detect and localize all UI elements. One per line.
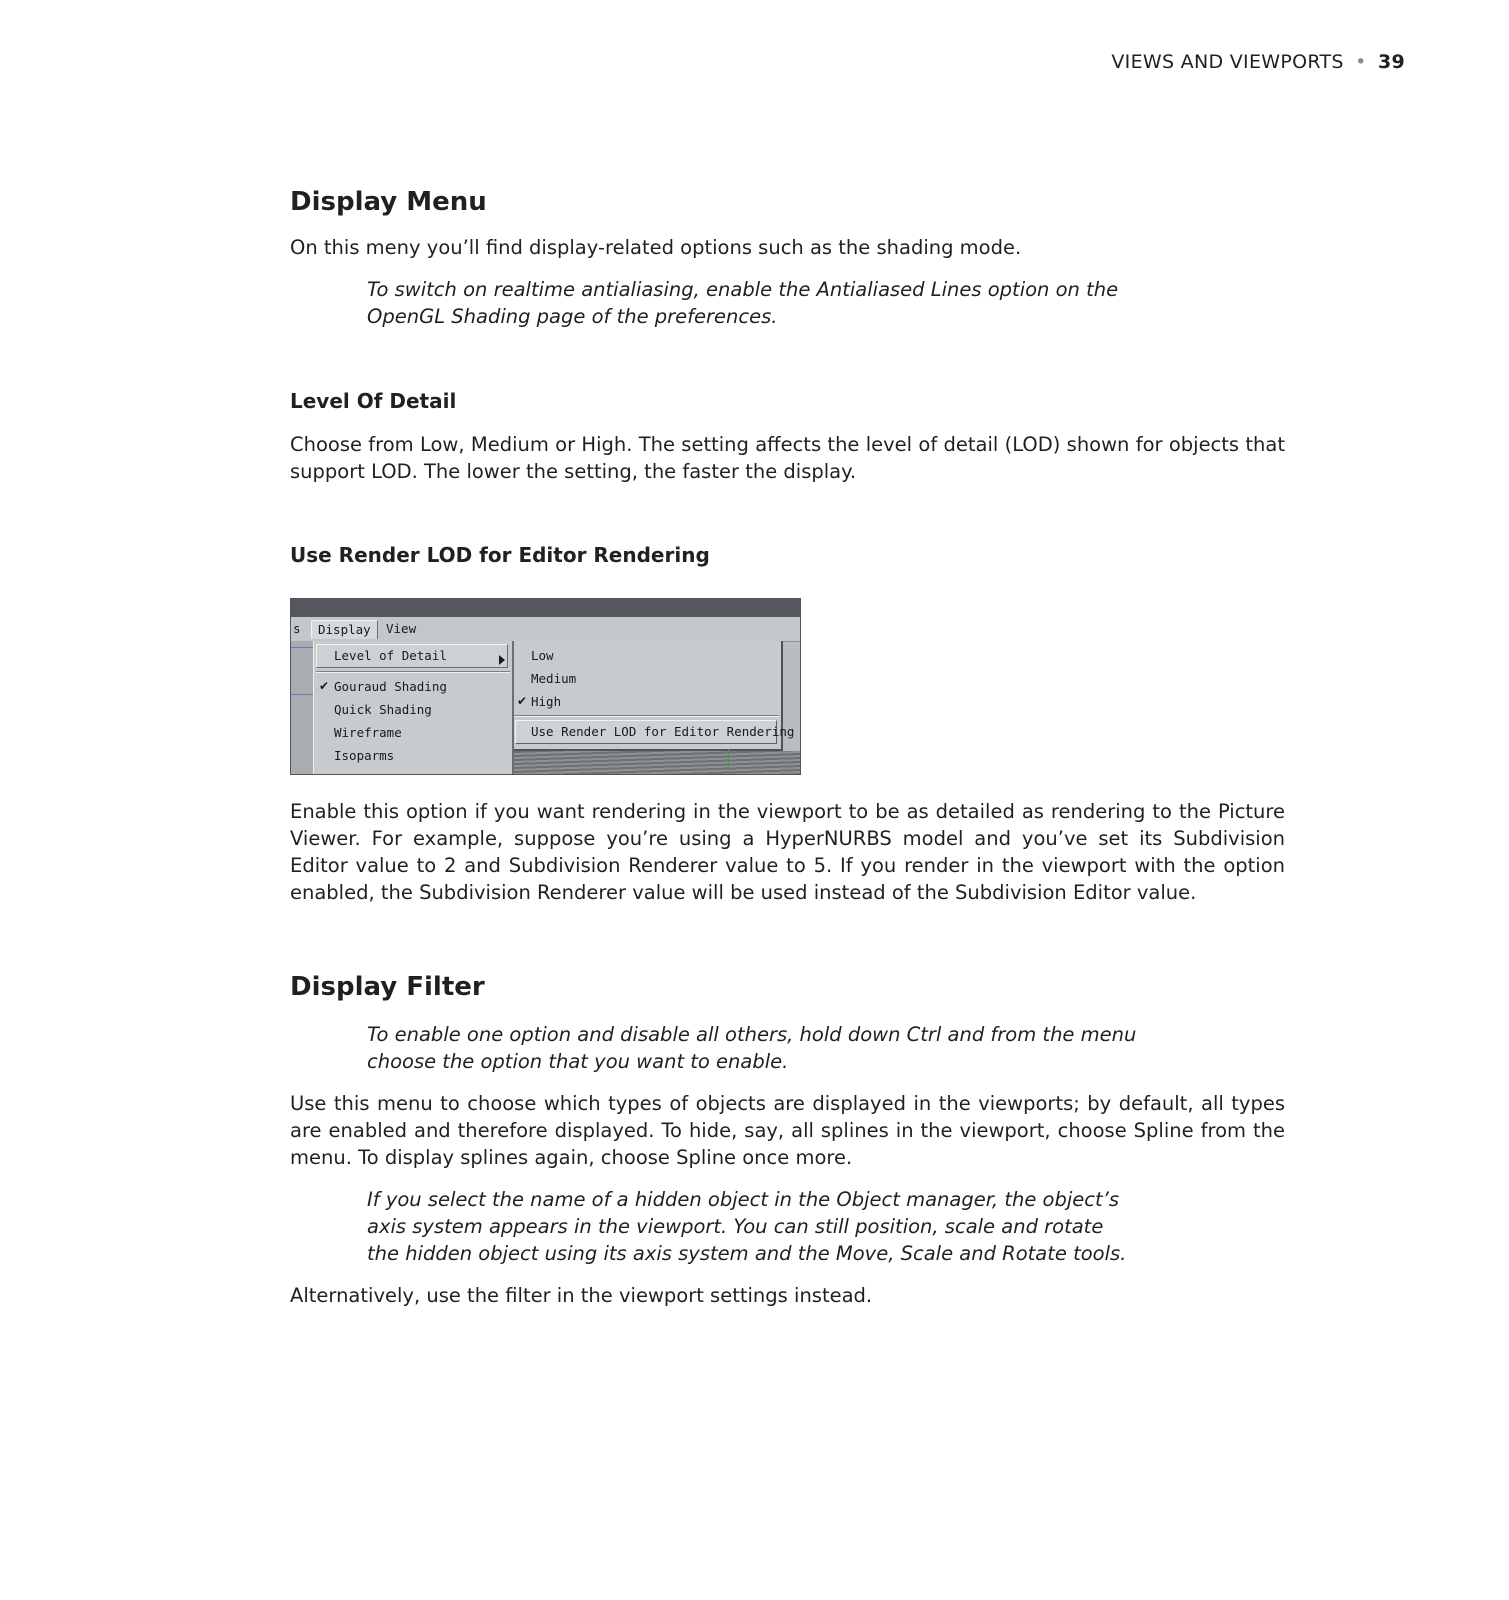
lod-submenu <box>514 641 795 751</box>
running-head <box>1111 51 1405 73</box>
viewport-fragment <box>514 751 801 775</box>
menu-separator <box>514 715 779 717</box>
screenshot-titlebar <box>291 599 800 617</box>
display-menu-heading: Display Menu <box>290 187 487 217</box>
display-filter-body: Use this menu to choose which types of objects are displayed in the viewports; by default, all types are enabled and therefore displayed. To hide, say, all splines in the viewport, choose Spline from the menu. To display splines again, choose Spline once more. <box>290 1092 1285 1169</box>
menu-item-isoparms: Isoparms <box>334 748 395 763</box>
page-number: 39 <box>1377 51 1405 73</box>
render-lod-body: Enable this option if you want rendering in the viewport to be as detailed as rendering to the Picture Viewer. For example, suppose you’re using a HyperNURBS model and you’ve set its Subdivision Editor value to 2 and Subdivision Renderer value to 5. If you render in the viewport with the option enabled, the Subdivision Renderer value will be used instead of the Subdivision Editor value. <box>290 800 1285 904</box>
check-icon: ✔ <box>319 679 330 693</box>
antialiasing-note: To switch on realtime antialiasing, enable the Antialiased Lines option on the OpenGL Shading page of the preferences. <box>367 278 1119 328</box>
menu-item-quick-shading: Quick Shading <box>334 702 432 717</box>
display-dropdown <box>313 641 514 775</box>
screenshot-guide-line <box>291 694 313 695</box>
submenu-item-low: Low <box>531 648 554 663</box>
render-lod-heading: Use Render LOD for Editor Rendering <box>290 543 710 567</box>
screenshot-menubar <box>291 617 800 642</box>
level-of-detail-body: Choose from Low, Medium or High. The setting affects the level of detail (LOD) shown for objects that support LOD. The lower the setting, the faster the display. <box>290 433 1285 483</box>
running-head-bullet: • <box>1355 51 1367 73</box>
check-icon: ✔ <box>517 694 528 708</box>
screenshot-guide-line <box>291 647 313 648</box>
running-head-section: VIEWS AND VIEWPORTS <box>1111 51 1344 73</box>
axis-line <box>728 749 729 771</box>
display-filter-closing: Alternatively, use the filter in the viewport settings instead. <box>290 1284 873 1307</box>
menubar-display: Display <box>311 620 378 639</box>
menubar-edge-fragment: s <box>293 621 301 636</box>
menu-separator <box>316 671 510 673</box>
display-filter-heading: Display Filter <box>290 972 485 1002</box>
ctrl-option-note: To enable one option and disable all others, hold down Ctrl and from the menu choose the option that you want to enable. <box>367 1023 1137 1073</box>
submenu-item-use-render-lod: Use Render LOD for Editor Rendering <box>531 724 795 739</box>
menu-item-wireframe: Wireframe <box>334 725 402 740</box>
menu-screenshot <box>290 598 801 775</box>
screenshot-left-panel <box>291 641 313 774</box>
submenu-item-medium: Medium <box>531 671 577 686</box>
submenu-arrow-icon <box>499 655 505 665</box>
submenu-item-high: High <box>531 694 562 709</box>
menu-item-gouraud-shading: Gouraud Shading <box>334 679 447 694</box>
menubar-view: View <box>386 621 417 636</box>
level-of-detail-heading: Level Of Detail <box>290 389 457 413</box>
display-menu-intro: On this meny you’ll find display-related options such as the shading mode. <box>290 236 1022 259</box>
menu-item-level-of-detail: Level of Detail <box>334 648 447 663</box>
hidden-object-note: If you select the name of a hidden object in the Object manager, the object’s axis system appears in the viewport. You can still position, scale and rotate the hidden object using its axis system and the Move, Scale and Rotate tools. <box>367 1188 1127 1265</box>
